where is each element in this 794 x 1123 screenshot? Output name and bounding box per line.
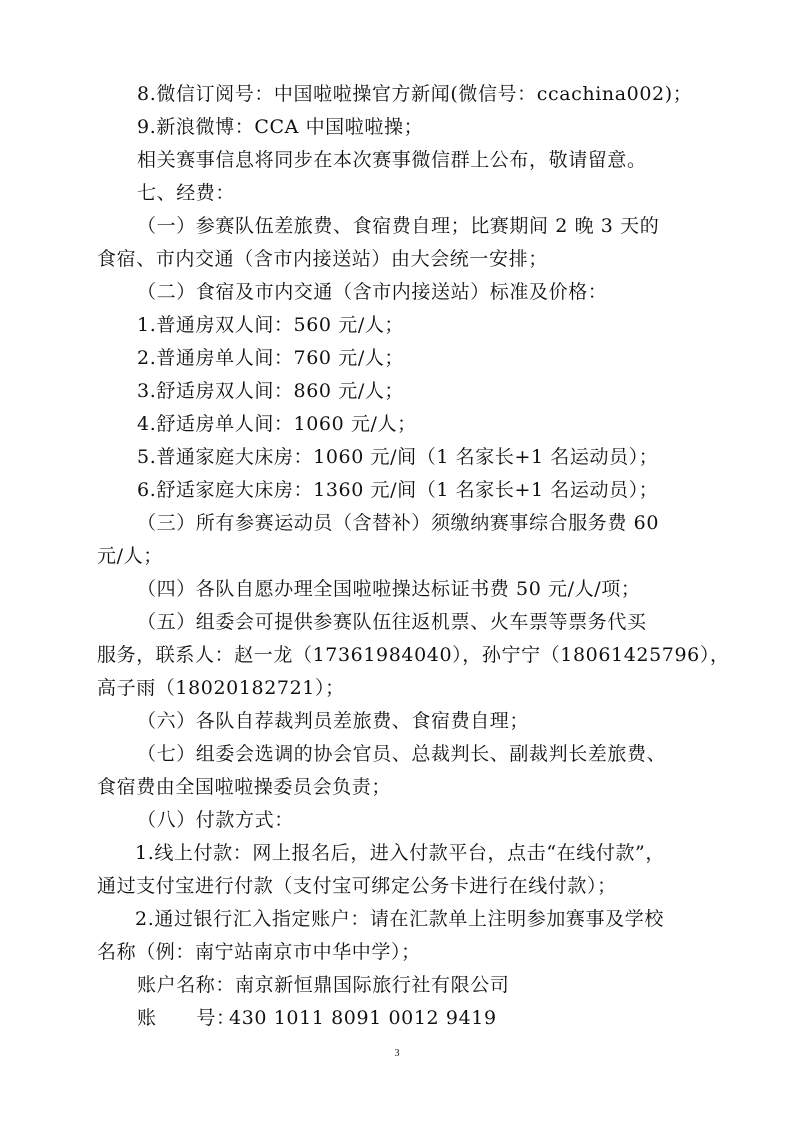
payment-method-2a: 2.通过银行汇入指定账户：请在汇款单上注明参加赛事及学校 bbox=[135, 908, 664, 930]
price-item-1: 1.普通房双人间：560 元/人； bbox=[137, 314, 405, 336]
text-line-wechat-account: 8.微信订阅号：中国啦啦操官方新闻(微信号：ccachina002)； bbox=[137, 83, 693, 105]
payment-method-1b: 通过支付宝进行付款（支付宝可绑定公务卡进行在线付款）； bbox=[97, 875, 617, 897]
text-line-fee-6: （六）各队自荐裁判员差旅费、食宿费自理； bbox=[137, 710, 530, 732]
text-line-fee-1a: （一）参赛队伍差旅费、食宿费自理；比赛期间 2 晚 3 天的 bbox=[137, 215, 660, 237]
text-line-fee-4: （四）各队自愿办理全国啦啦操达标证书费 50 元/人/项； bbox=[137, 578, 641, 600]
price-item-6: 6.舒适家庭大床房：1360 元/间（1 名家长+1 名运动员）； bbox=[137, 479, 659, 501]
page-number: 3 bbox=[394, 1048, 400, 1059]
text-line-fee-5a: （五）组委会可提供参赛队伍往返机票、火车票等票务代买 bbox=[137, 611, 647, 633]
text-line-weibo: 9.新浪微博：CCA 中国啦啦操； bbox=[137, 116, 424, 138]
payment-method-2b: 名称（例：南宁站南京市中华中学）； bbox=[97, 941, 421, 963]
price-item-3: 3.舒适房双人间：860 元/人； bbox=[137, 380, 405, 402]
text-line-fee-8: （八）付款方式： bbox=[137, 809, 294, 831]
price-item-5: 5.普通家庭大床房：1060 元/间（1 名家长+1 名运动员）； bbox=[137, 446, 659, 468]
text-line-fee-7b: 食宿费由全国啦啦操委员会负责； bbox=[97, 776, 392, 798]
account-number-value: 430 1011 8091 0012 9419 bbox=[229, 1007, 497, 1029]
text-line-fee-3b: 元/人； bbox=[97, 545, 163, 567]
payment-method-1a: 1.线上付款：网上报名后，进入付款平台，点击“在线付款”， bbox=[135, 842, 665, 864]
text-line-notice: 相关赛事信息将同步在本次赛事微信群上公布，敬请留意。 bbox=[137, 149, 647, 171]
account-name-line: 账户名称：南京新恒鼎国际旅行社有限公司 bbox=[137, 974, 510, 996]
text-line-fee-3a: （三）所有参赛运动员（含替补）须缴纳赛事综合服务费 60 bbox=[137, 512, 660, 534]
price-item-4: 4.舒适房单人间：1060 元/人； bbox=[137, 413, 417, 435]
text-line-fee-2: （二）食宿及市内交通（含市内接送站）标准及价格： bbox=[137, 281, 608, 303]
account-number-line bbox=[97, 1002, 697, 1035]
text-line-fee-5c: 高子雨（18020182721）； bbox=[97, 677, 345, 699]
text-line-fee-7a: （七）组委会选调的协会官员、总裁判长、副裁判长差旅费、 bbox=[137, 743, 667, 765]
account-number-label: 账 号： bbox=[137, 1007, 236, 1029]
price-item-2: 2.普通房单人间：760 元/人； bbox=[137, 347, 405, 369]
document-body bbox=[97, 78, 730, 1035]
section-heading-fees: 七、经费： bbox=[137, 182, 236, 204]
text-line-fee-5b: 服务，联系人：赵一龙（17361984040），孙宁宁（18061425796）， bbox=[97, 644, 730, 666]
text-line-fee-1b: 食宿、市内交通（含市内接送站）由大会统一安排； bbox=[97, 248, 548, 270]
